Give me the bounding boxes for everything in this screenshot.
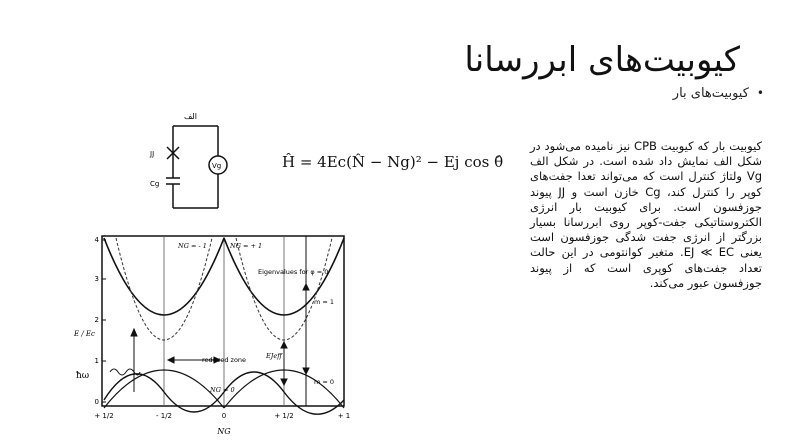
x-tick-3: + 1/2 [274,412,294,420]
y-tick-2: 2 [94,316,99,324]
photon-wave-icon [110,369,140,375]
hbar-omega-label: ħω [76,371,90,381]
bullet-text: کیوبیت‌های بار [672,86,749,101]
plot-frame [102,236,344,406]
description-paragraph: کیوبیت بار که کیوبیت CPB نیز نامیده می‌شود در شکل الف نمایش داد شده است. در شکل الف Vg ولتاژ کنترل است که می‌تواند تعدا جفت‌های کوپر را کنترل کند، Cg خازن است و JJ پیوند جوزفسون است. برای کیوبیت بار انرژی الکتروستاتیکی جفت-کوپر روی ابررسانا بسیار بزرگتر از انرژی جفت شدگی جوزفسون است یعنی EJ ≪ EC. متغیر کوانتومی در این حالت تعداد جفت‌های کوپری است که از پیوند جوزفسون عبور می‌کند. [530,139,763,290]
x-tick-2: 0 [221,412,227,420]
x-tick-1: - 1/2 [155,412,173,420]
ng-minus1-label: NG = - 1 [178,242,207,250]
bullet-dot-icon: • [756,86,764,100]
slide-title: کیوبیت‌های ابررسانا [464,40,740,80]
ej-eff-label: EJeff [266,352,282,360]
x-tick-0: + 1/2 [94,412,114,420]
x-tick-4: + 1 [337,412,351,420]
y-tick-4: 4 [94,236,99,244]
legend-text: Eigenvalues for φ = 0 [258,268,329,276]
y-axis-label: E / Ec [74,330,95,338]
capacitor-label: Cg [150,180,160,188]
ng-zero-label: NG = 0 [210,386,235,394]
x-axis-label: NG [217,427,231,436]
y-tick-0: 0 [94,398,99,406]
bullet-item [673,86,764,101]
energy-band-plot [70,232,360,444]
y-tick-1: 1 [94,357,99,365]
capacitor-icon [166,178,180,184]
circuit-caption: الف [184,112,197,121]
source-label: Vg [212,162,222,170]
circuit-diagram [140,110,240,214]
m0-label: m = 0 [314,378,335,386]
jj-label: JJ [150,150,155,158]
hamiltonian-equation: Ĥ = 4Ec(N̂ − Ng)² − Ej cos θ̂ [282,153,504,171]
reduced-zone-label: reduced zone [202,356,247,364]
m1-label: m = 1 [314,298,335,306]
y-tick-3: 3 [94,275,99,283]
ng-plus1-label: NG = + 1 [230,242,263,250]
